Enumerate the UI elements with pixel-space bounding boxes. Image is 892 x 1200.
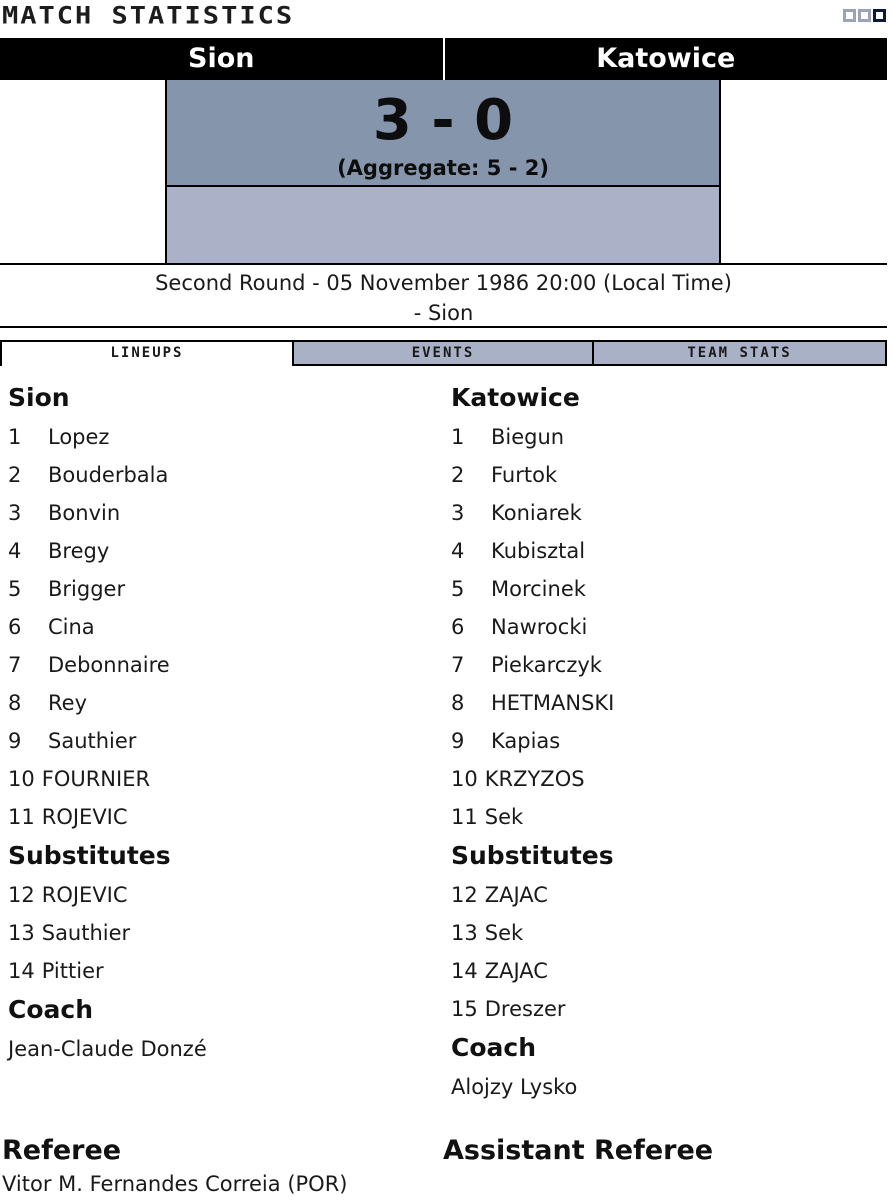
player-row[interactable]: 9 Sauthier <box>8 729 137 753</box>
away-team-name: Katowice <box>596 43 736 74</box>
player-row[interactable]: 8 Rey <box>8 691 87 715</box>
substitute-row[interactable]: 14 ZAJAC <box>451 959 548 983</box>
player-row[interactable]: 4 Kubisztal <box>451 539 586 563</box>
title-bar <box>0 0 892 38</box>
player-row[interactable]: 5 Brigger <box>8 577 126 601</box>
player-row[interactable]: 10 KRZYZOS <box>451 767 585 791</box>
substitute-row[interactable]: 14 Pittier <box>8 959 104 983</box>
teams-header <box>0 38 887 80</box>
close-box-icon[interactable] <box>873 9 886 22</box>
player-row[interactable]: 2 Furtok <box>451 463 558 487</box>
minimize-box-icon[interactable] <box>843 9 856 22</box>
referee-heading: Referee <box>2 1135 122 1166</box>
away-coach-name[interactable]: Alojzy Lysko <box>451 1075 578 1099</box>
divider-bottom <box>0 326 887 328</box>
home-lineup-column <box>8 378 438 1068</box>
player-row[interactable]: 5 Morcinek <box>451 577 586 601</box>
home-coach-name[interactable]: Jean-Claude Donzé <box>8 1037 207 1061</box>
home-team-heading: Sion <box>8 383 70 412</box>
away-substitutes-heading: Substitutes <box>451 841 614 870</box>
player-row[interactable]: 1 Biegun <box>451 425 565 449</box>
page-title: MATCH STATISTICS <box>2 2 295 30</box>
away-team-heading: Katowice <box>451 383 580 412</box>
away-coach-heading: Coach <box>451 1033 537 1062</box>
player-row[interactable]: 9 Kapias <box>451 729 561 753</box>
player-row[interactable]: 3 Bonvin <box>8 501 121 525</box>
player-row[interactable]: 4 Bregy <box>8 539 110 563</box>
aggregate-score: (Aggregate: 5 - 2) <box>337 156 549 180</box>
home-starting-list <box>8 418 438 836</box>
restore-box-icon[interactable] <box>858 9 871 22</box>
final-score: 3 - 0 <box>372 88 514 153</box>
score-panel-top <box>167 80 719 187</box>
player-row[interactable]: 8 HETMANSKI <box>451 691 615 715</box>
score-panel <box>165 80 721 263</box>
home-coach-heading: Coach <box>8 995 94 1024</box>
player-row[interactable]: 11 ROJEVIC <box>8 805 128 829</box>
player-row[interactable]: 6 Nawrocki <box>451 615 588 639</box>
away-lineup-column <box>451 378 881 1106</box>
referee-name[interactable]: Vitor M. Fernandes Correia (POR) <box>2 1172 348 1196</box>
match-info <box>0 268 887 328</box>
divider-top <box>0 263 887 265</box>
player-row[interactable]: 3 Koniarek <box>451 501 582 525</box>
home-substitutes-heading: Substitutes <box>8 841 171 870</box>
player-row[interactable]: 7 Piekarczyk <box>451 653 602 677</box>
assistant-referee-heading: Assistant Referee <box>443 1135 714 1166</box>
away-starting-list <box>451 418 881 836</box>
window-controls <box>843 9 886 22</box>
match-info-line1: Second Round - 05 November 1986 20:00 (Local Time) <box>155 271 732 295</box>
substitute-row[interactable]: 13 Sauthier <box>8 921 131 945</box>
home-team-name: Sion <box>188 43 255 74</box>
player-row[interactable]: 11 Sek <box>451 805 524 829</box>
home-substitutes-list <box>8 876 438 990</box>
referee-section <box>2 1133 348 1199</box>
tab-events[interactable]: EVENTS <box>294 340 594 366</box>
player-row[interactable]: 10 FOURNIER <box>8 767 151 791</box>
tab-team-stats[interactable]: TEAM STATS <box>594 340 887 366</box>
match-info-line2: - Sion <box>413 301 474 325</box>
substitute-row[interactable]: 12 ZAJAC <box>451 883 548 907</box>
tab-lineups[interactable]: LINEUPS <box>0 340 294 366</box>
substitute-row[interactable]: 12 ROJEVIC <box>8 883 128 907</box>
player-row[interactable]: 2 Bouderbala <box>8 463 169 487</box>
tab-bar <box>0 340 887 366</box>
away-substitutes-list <box>451 876 881 1028</box>
player-row[interactable]: 7 Debonnaire <box>8 653 170 677</box>
substitute-row[interactable]: 13 Sek <box>451 921 524 945</box>
player-row[interactable]: 6 Cina <box>8 615 95 639</box>
player-row[interactable]: 1 Lopez <box>8 425 110 449</box>
assistant-referee-section <box>443 1133 713 1169</box>
score-panel-bottom <box>167 187 719 263</box>
substitute-row[interactable]: 15 Dreszer <box>451 997 566 1021</box>
